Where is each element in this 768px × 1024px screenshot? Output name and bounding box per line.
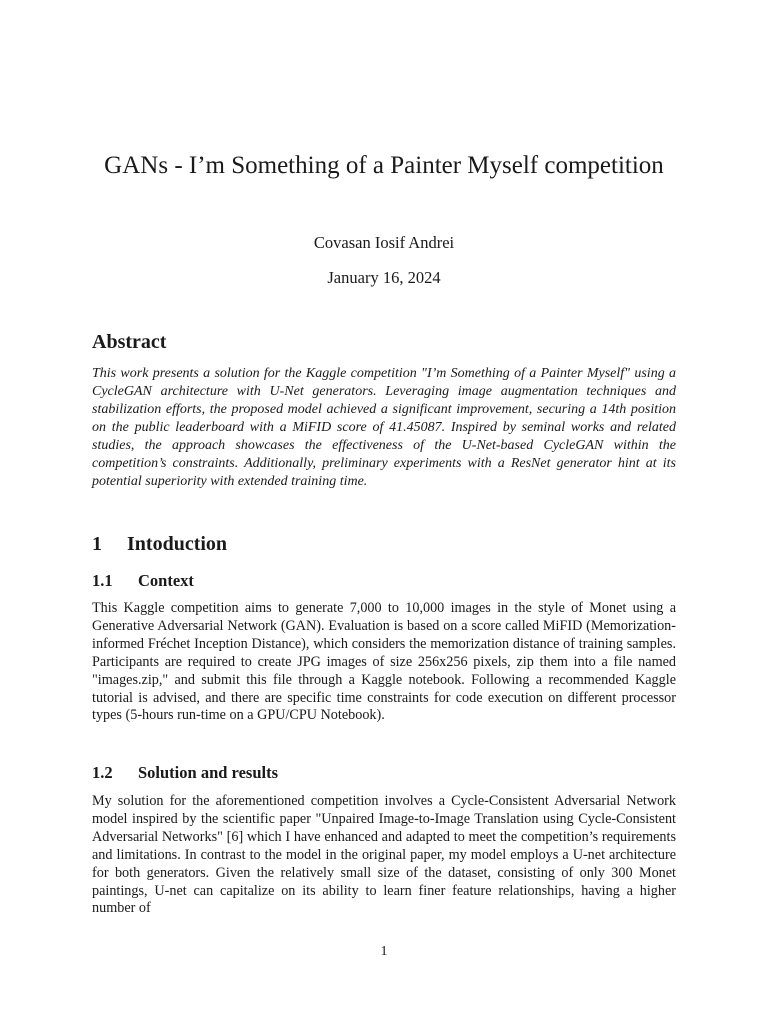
context-paragraph: This Kaggle competition aims to generate 7,000 to 10,000 images in the style of Monet using a Generative Adversarial Network (GAN). Evaluation is based on a score called MiFID (Memorization-informed Fréchet Inception Distance), which considers the memorization distance of training samples. Participants are required to create JPG images of size 256x256 pixels, zip them into a file named "images.zip," and submit this file through a Kaggle notebook. Following a recommended Kaggle tutorial is advised, and there are specific time constraints for code execution on different processor types (5-hours run-time on a GPU/CPU Notebook). [92,600,676,724]
subsection-title: Solution and results [138,763,278,782]
subsection-heading-solution-and-results [92,763,278,783]
subsection-number: 1.1 [92,571,113,590]
abstract-text: This work presents a solution for the Kaggle competition "I’m Something of a Painter Myself" using a CycleGAN architecture with U-Net generators. Leveraging image augmentation techniques and stabilization efforts, the proposed model achieved a significant improvement, securing a 14th position on the public leaderboard with a MiFID score of 41.45087. Inspired by seminal works and related studies, the approach showcases the effectiveness of the U-Net-based CycleGAN within the competition’s constraints. Additionally, preliminary experiments with a ResNet generator hint at its potential superiority with extended training time. [92,366,676,489]
section-number: 1 [92,533,102,555]
page-number: 1 [380,944,388,959]
solution-paragraph: My solution for the aforementioned competition involves a Cycle-Consistent Adversarial Network model inspired by the scientific paper "Unpaired Image-to-Image Translation using Cycle-Consistent Adversarial Networks" [6] which I have enhanced and adapted to meet the competition’s requirements and limitations. In contrast to the model in the original paper, my model employs a U-net architecture for both generators. Given the relatively small size of the dataset, consisting of only 300 Monet paintings, U-net can capitalize on its ability to learn finer feature relationships, having a higher number of [92,793,676,917]
subsection-heading-context [92,571,194,591]
subsection-title: Context [138,571,194,590]
section-title: Intoduction [127,533,228,555]
section-heading-introduction [92,531,227,557]
subsection-number: 1.2 [92,763,113,782]
author-name: Covasan Iosif Andrei [313,233,455,252]
publication-date: January 16, 2024 [327,268,441,287]
abstract-heading: Abstract [92,331,167,353]
paper-title: GANs - I’m Something of a Painter Myself competition [104,152,664,179]
